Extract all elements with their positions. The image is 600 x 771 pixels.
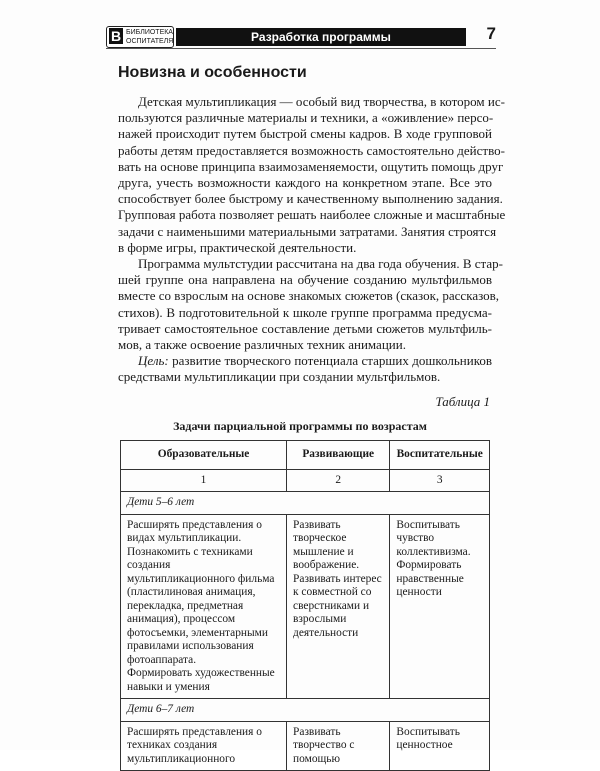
text-line: пользуются различные материалы и техники, а «оживление» персо-: [118, 110, 494, 126]
chapter-title: Новизна и особенности: [118, 64, 307, 81]
task-cell: Расширять представления о видах мультипликации. Познакомить с техниками создания мультипликационного фильма (пластилиновая анимация, перекладка, предметная анимация), процессом фотосъемки, элементарными правилами использования фотоаппарата. Формировать художественные навыки и умения: [121, 514, 287, 699]
age-group-label: Дети 6–7 лет: [121, 699, 490, 722]
text-line: Детская мультипликация — особый вид творчества, в котором ис-: [138, 94, 505, 109]
tasks-table: [120, 440, 490, 771]
number-row: [121, 469, 490, 492]
goal-line: [118, 353, 492, 369]
tasks-row: [121, 721, 490, 771]
logo-text-2: ОСПИТАТЕЛЯ: [126, 38, 174, 45]
tasks-row: [121, 514, 490, 699]
task-cell: Воспитывать чувство коллективизма. Формировать нравственные ценности: [390, 514, 490, 699]
col-header: Образовательные: [121, 441, 287, 470]
task-cell: Развивать творческое мышление и воображение. Развивать интерес к совместной со сверстниками и взрослыми деятельности: [287, 514, 390, 699]
table-title: Задачи парциальной программы по возрастам: [173, 419, 427, 433]
age-group-label: Дети 5–6 лет: [121, 492, 490, 515]
page-number: 7: [486, 24, 496, 43]
text-line: тривает самостоятельное составление детьми сюжетов мультфиль-: [118, 320, 492, 336]
body-text: [118, 94, 506, 386]
text-line: мов, а также освоение различных техник анимации.: [118, 337, 406, 353]
text-line: друга, учесть возможности каждого на конкретном этапе. Все это: [118, 175, 492, 191]
text-line: в форме игры, практической деятельности.: [118, 239, 357, 255]
text-line: вать на основе принципа взаимозаменяемости, ощутить помощь друг: [118, 158, 504, 174]
running-header: [106, 26, 496, 48]
col-header: Воспитательные: [390, 441, 490, 470]
table-caption: Таблица 1: [435, 394, 490, 409]
age-group-row: [121, 699, 490, 722]
text-line: нажей происходит путем быстрой смены кадров. В ходе групповой: [118, 126, 492, 142]
goal-label: Цель:: [138, 353, 169, 369]
col-number: 1: [121, 469, 287, 492]
task-cell: Развивать творчество с помощью: [287, 721, 390, 771]
age-group-row: [121, 492, 490, 515]
text-line: стихов). В подготовительной к школе группе программа предусма-: [118, 304, 492, 320]
header-rule: [106, 48, 496, 49]
table-header-row: [121, 441, 490, 470]
text-line: работы детям предоставляется возможность самостоятельно действо-: [118, 142, 505, 158]
text-line: задачи с наименьшими материальными затратами. Занятия строятся: [118, 223, 497, 239]
text-line: вместе со взрослым на основе знакомых сюжетов (сказок, рассказов,: [118, 288, 500, 304]
goal-text: развитие творческого потенциала старших дошкольников: [168, 353, 492, 369]
col-number: 2: [287, 469, 390, 492]
text-line: Программа мультстудии рассчитана на два года обучения. В стар-: [138, 256, 503, 272]
text-line: способствует более быстрому и качественному выполнению задания.: [118, 191, 503, 207]
goal-line: средствами мультипликации при создании мультфильмов.: [118, 369, 441, 385]
logo-letter: В: [110, 28, 122, 44]
task-cell: Воспитывать ценностное: [390, 721, 490, 771]
task-cell: Расширять представления о техниках создания мультипликационного: [121, 721, 287, 771]
col-header: Развивающие: [287, 441, 390, 470]
section-title: Разработка программы: [176, 28, 466, 46]
text-line: шей группе она направлена на обучение созданию мультфильмов: [118, 272, 492, 288]
series-logo: [106, 26, 174, 48]
text-line: Групповая работа позволяет решать наиболее сложные и масштабные: [118, 207, 506, 223]
logo-text-1: БИБЛИОТЕКА: [126, 29, 173, 36]
col-number: 3: [390, 469, 490, 492]
